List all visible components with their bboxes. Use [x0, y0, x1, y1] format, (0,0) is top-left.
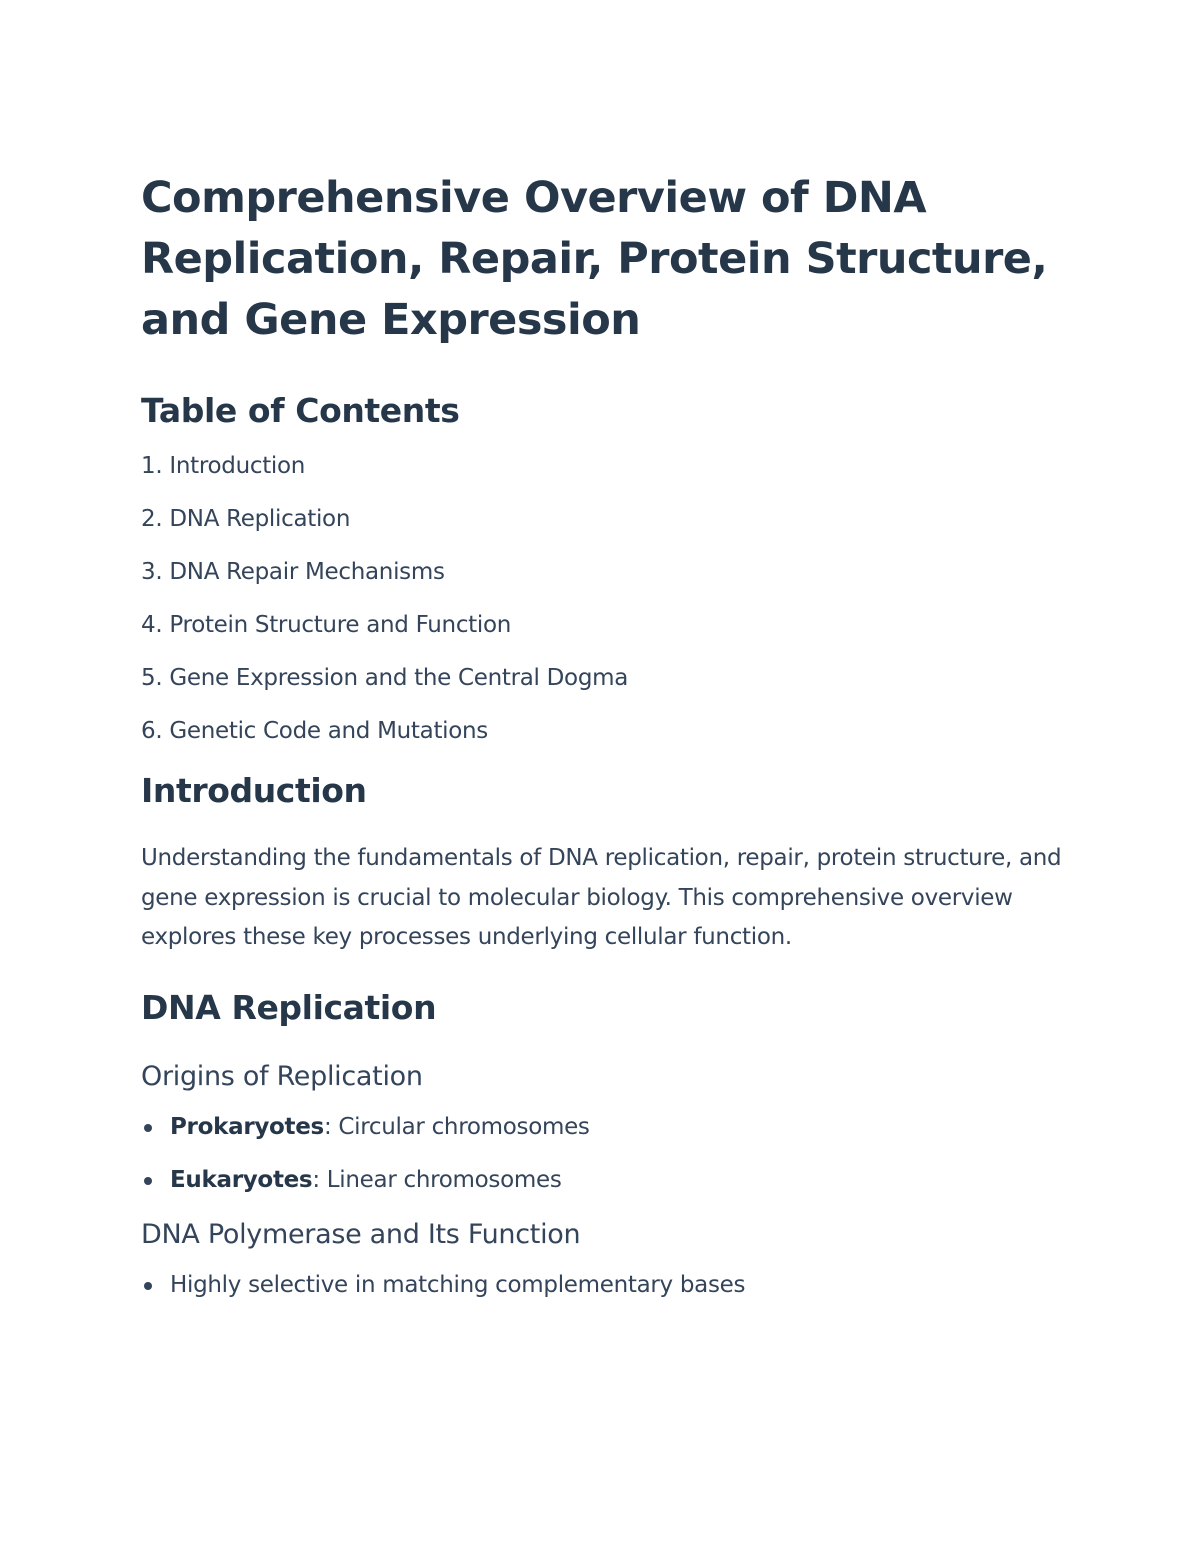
- list-item-separator: :: [323, 1113, 332, 1140]
- origins-heading: Origins of Replication: [141, 1060, 423, 1092]
- toc-item-number: 1.: [141, 453, 163, 479]
- toc-item[interactable]: [141, 610, 1071, 640]
- list-item-separator: :: [312, 1166, 320, 1193]
- list-item-text: Highly selective in matching complementary bases: [170, 1271, 746, 1298]
- bullet-icon: [144, 1124, 152, 1132]
- origins-list: [141, 1112, 1071, 1195]
- toc-item[interactable]: [141, 716, 1071, 746]
- introduction-heading: Introduction: [141, 771, 367, 810]
- dna-replication-heading: DNA Replication: [141, 987, 437, 1027]
- toc-item[interactable]: [141, 557, 1071, 587]
- toc-item-label: Protein Structure and Function: [169, 612, 512, 638]
- list-item: [141, 1112, 1071, 1142]
- bullet-icon: [144, 1177, 152, 1185]
- toc-item[interactable]: [141, 451, 1071, 481]
- toc-item-label: Introduction: [169, 453, 306, 479]
- list-item-text: Circular chromosomes: [331, 1113, 590, 1140]
- toc-item-number: 2.: [141, 506, 163, 532]
- toc-item-number: 3.: [141, 559, 163, 585]
- document-title: Comprehensive Overview of DNA Replication, Repair, Protein Structure, and Gene Expression: [141, 173, 1048, 345]
- list-item: [141, 1270, 1071, 1300]
- toc-item-label: Genetic Code and Mutations: [169, 718, 488, 744]
- toc-item[interactable]: [141, 663, 1071, 693]
- toc-item-number: 5.: [141, 665, 163, 691]
- toc-item[interactable]: [141, 504, 1071, 534]
- toc-item-number: 6.: [141, 718, 163, 744]
- list-item-text: Linear chromosomes: [319, 1166, 562, 1193]
- document-page: [141, 168, 1071, 1323]
- toc-item-label: Gene Expression and the Central Dogma: [169, 665, 629, 691]
- introduction-paragraph: Understanding the fundamentals of DNA replication, repair, protein structure, and gene expression is crucial to molecular biology. This comprehensive overview explores these key processes underlying cellular function.: [141, 845, 1062, 950]
- toc-item-label: DNA Repair Mechanisms: [169, 559, 445, 585]
- toc-heading: Table of Contents: [141, 391, 460, 430]
- polymerase-heading: DNA Polymerase and Its Function: [141, 1218, 581, 1250]
- table-of-contents: [141, 451, 1071, 746]
- list-item: [141, 1165, 1071, 1195]
- toc-item-number: 4.: [141, 612, 163, 638]
- toc-item-label: DNA Replication: [169, 506, 351, 532]
- bullet-icon: [144, 1282, 152, 1290]
- polymerase-list: [141, 1270, 1071, 1300]
- list-item-term: Prokaryotes: [170, 1113, 324, 1140]
- list-item-term: Eukaryotes: [170, 1166, 313, 1193]
